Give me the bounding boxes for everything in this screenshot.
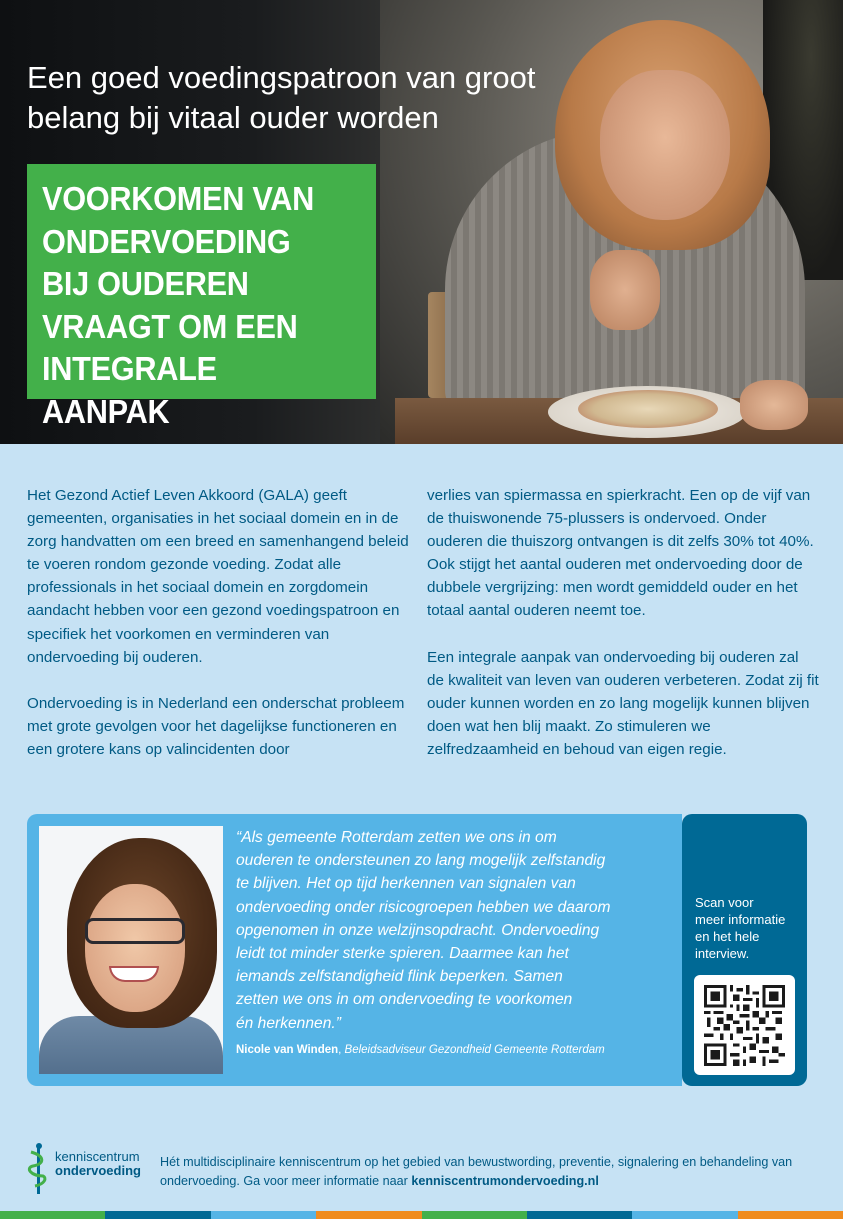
woman-hand xyxy=(590,250,660,330)
qr-code-icon xyxy=(704,985,785,1066)
stripe-segment xyxy=(105,1211,210,1219)
stripe-segment xyxy=(211,1211,316,1219)
quote-card xyxy=(27,814,682,1086)
portrait-photo xyxy=(39,826,223,1074)
body-column-left xyxy=(27,484,412,784)
caduceus-icon xyxy=(27,1142,49,1196)
footer-link[interactable]: kenniscentrumondervoeding.nl xyxy=(411,1173,599,1188)
stripe-segment xyxy=(0,1211,105,1219)
quote-text: “Als gemeente Rotterdam zetten we ons in om ouderen te ondersteunen zo lang mogelijk zelfstandig te blijven. Het op tijd herkennen van signalen van ondervoeding onder risicogroepen hebben we daarom opgenomen in onze welzijnsopdracht. Ondervoeding leidt tot minder sterke spieren. Daarmee kan het iemands zelfstandigheid flink beperken. Samen zetten we ons in om ondervoeding te voorkomen én herkennen.” xyxy=(236,829,611,1032)
scan-card xyxy=(682,814,807,1086)
pasta xyxy=(578,390,718,428)
logo-text-top: kenniscentrum xyxy=(55,1149,140,1164)
kenniscentrum-logo[interactable] xyxy=(27,1142,147,1196)
woman-face xyxy=(600,70,730,220)
page-title: VOORKOMEN VAN ONDERVOEDING BIJ OUDEREN VRAAGT OM EEN INTEGRALE AANPAK xyxy=(42,180,315,430)
quote-attribution: Nicole van Winden, Beleidsadviseur Gezondheid Gemeente Rotterdam xyxy=(236,1044,605,1056)
body-column-right xyxy=(427,484,819,784)
paragraph: verlies van spiermassa en spierkracht. Een op de vijf van de thuiswonende 75-plussers is ondervoed. Onder ouderen die thuiszorg ontvangen is dit zelfs 30% tot 40%. Ook stijgt het aantal ouderen met ondervoeding door de dubbele vergrijzing: men wordt gemiddeld ouder en het totaal aantal ouderen neemt toe. xyxy=(427,487,814,620)
portrait-glasses xyxy=(85,918,185,944)
footer-description: Hét multidisciplinaire kenniscentrum op het gebied van bewustwording, preventie, signalering en behandeling van ondervoeding. Ga voor meer informatie naar xyxy=(160,1155,793,1188)
headline: Een goed voedingspatroon van groot belang bij vitaal ouder worden xyxy=(27,60,536,135)
footer-text xyxy=(160,1153,820,1190)
stripe-segment xyxy=(738,1211,843,1219)
quote-author: Nicole van Winden xyxy=(236,1044,339,1056)
color-stripe xyxy=(0,1211,843,1219)
paragraph: Het Gezond Actief Leven Akkoord (GALA) geeft gemeenten, organisaties in het sociaal domein en in de zorg handvatten om een breed en samenhangend beleid te voeren rondom gezonde voeding. Zodat alle professionals in het sociaal domein en zorgdomein aandacht hebben voor een gezond voedingspatroon en specifiek het voorkomen en verminderen van ondervoeding bij ouderen. xyxy=(27,487,409,666)
paragraph: Een integrale aanpak van ondervoeding bij ouderen zal de kwaliteit van leven van ouderen verbeteren. Zodat zij fit ouder kunnen worden en zo lang mogelijk kunnen blijven doen wat hen blij maakt. Zo stimuleren we zelfredzaamheid en behoud van eigen regie. xyxy=(427,648,819,759)
stripe-segment xyxy=(527,1211,632,1219)
title-box xyxy=(27,164,376,430)
scan-text: Scan voor meer informatie en het hele interview. xyxy=(695,895,786,961)
stripe-segment xyxy=(632,1211,737,1219)
paragraph: Ondervoeding is in Nederland een onderschat probleem met grote gevolgen voor het dagelijkse functioneren en een grotere kans op valincidenten door xyxy=(27,694,405,759)
stripe-segment xyxy=(316,1211,421,1219)
qr-code[interactable] xyxy=(694,975,795,1075)
portrait-face xyxy=(85,884,185,1012)
stripe-segment xyxy=(422,1211,527,1219)
logo-text-bottom: ondervoeding xyxy=(55,1163,141,1178)
quote-role: Beleidsadviseur Gezondheid Gemeente Rotterdam xyxy=(344,1044,605,1056)
woman-hand-left xyxy=(740,380,808,430)
